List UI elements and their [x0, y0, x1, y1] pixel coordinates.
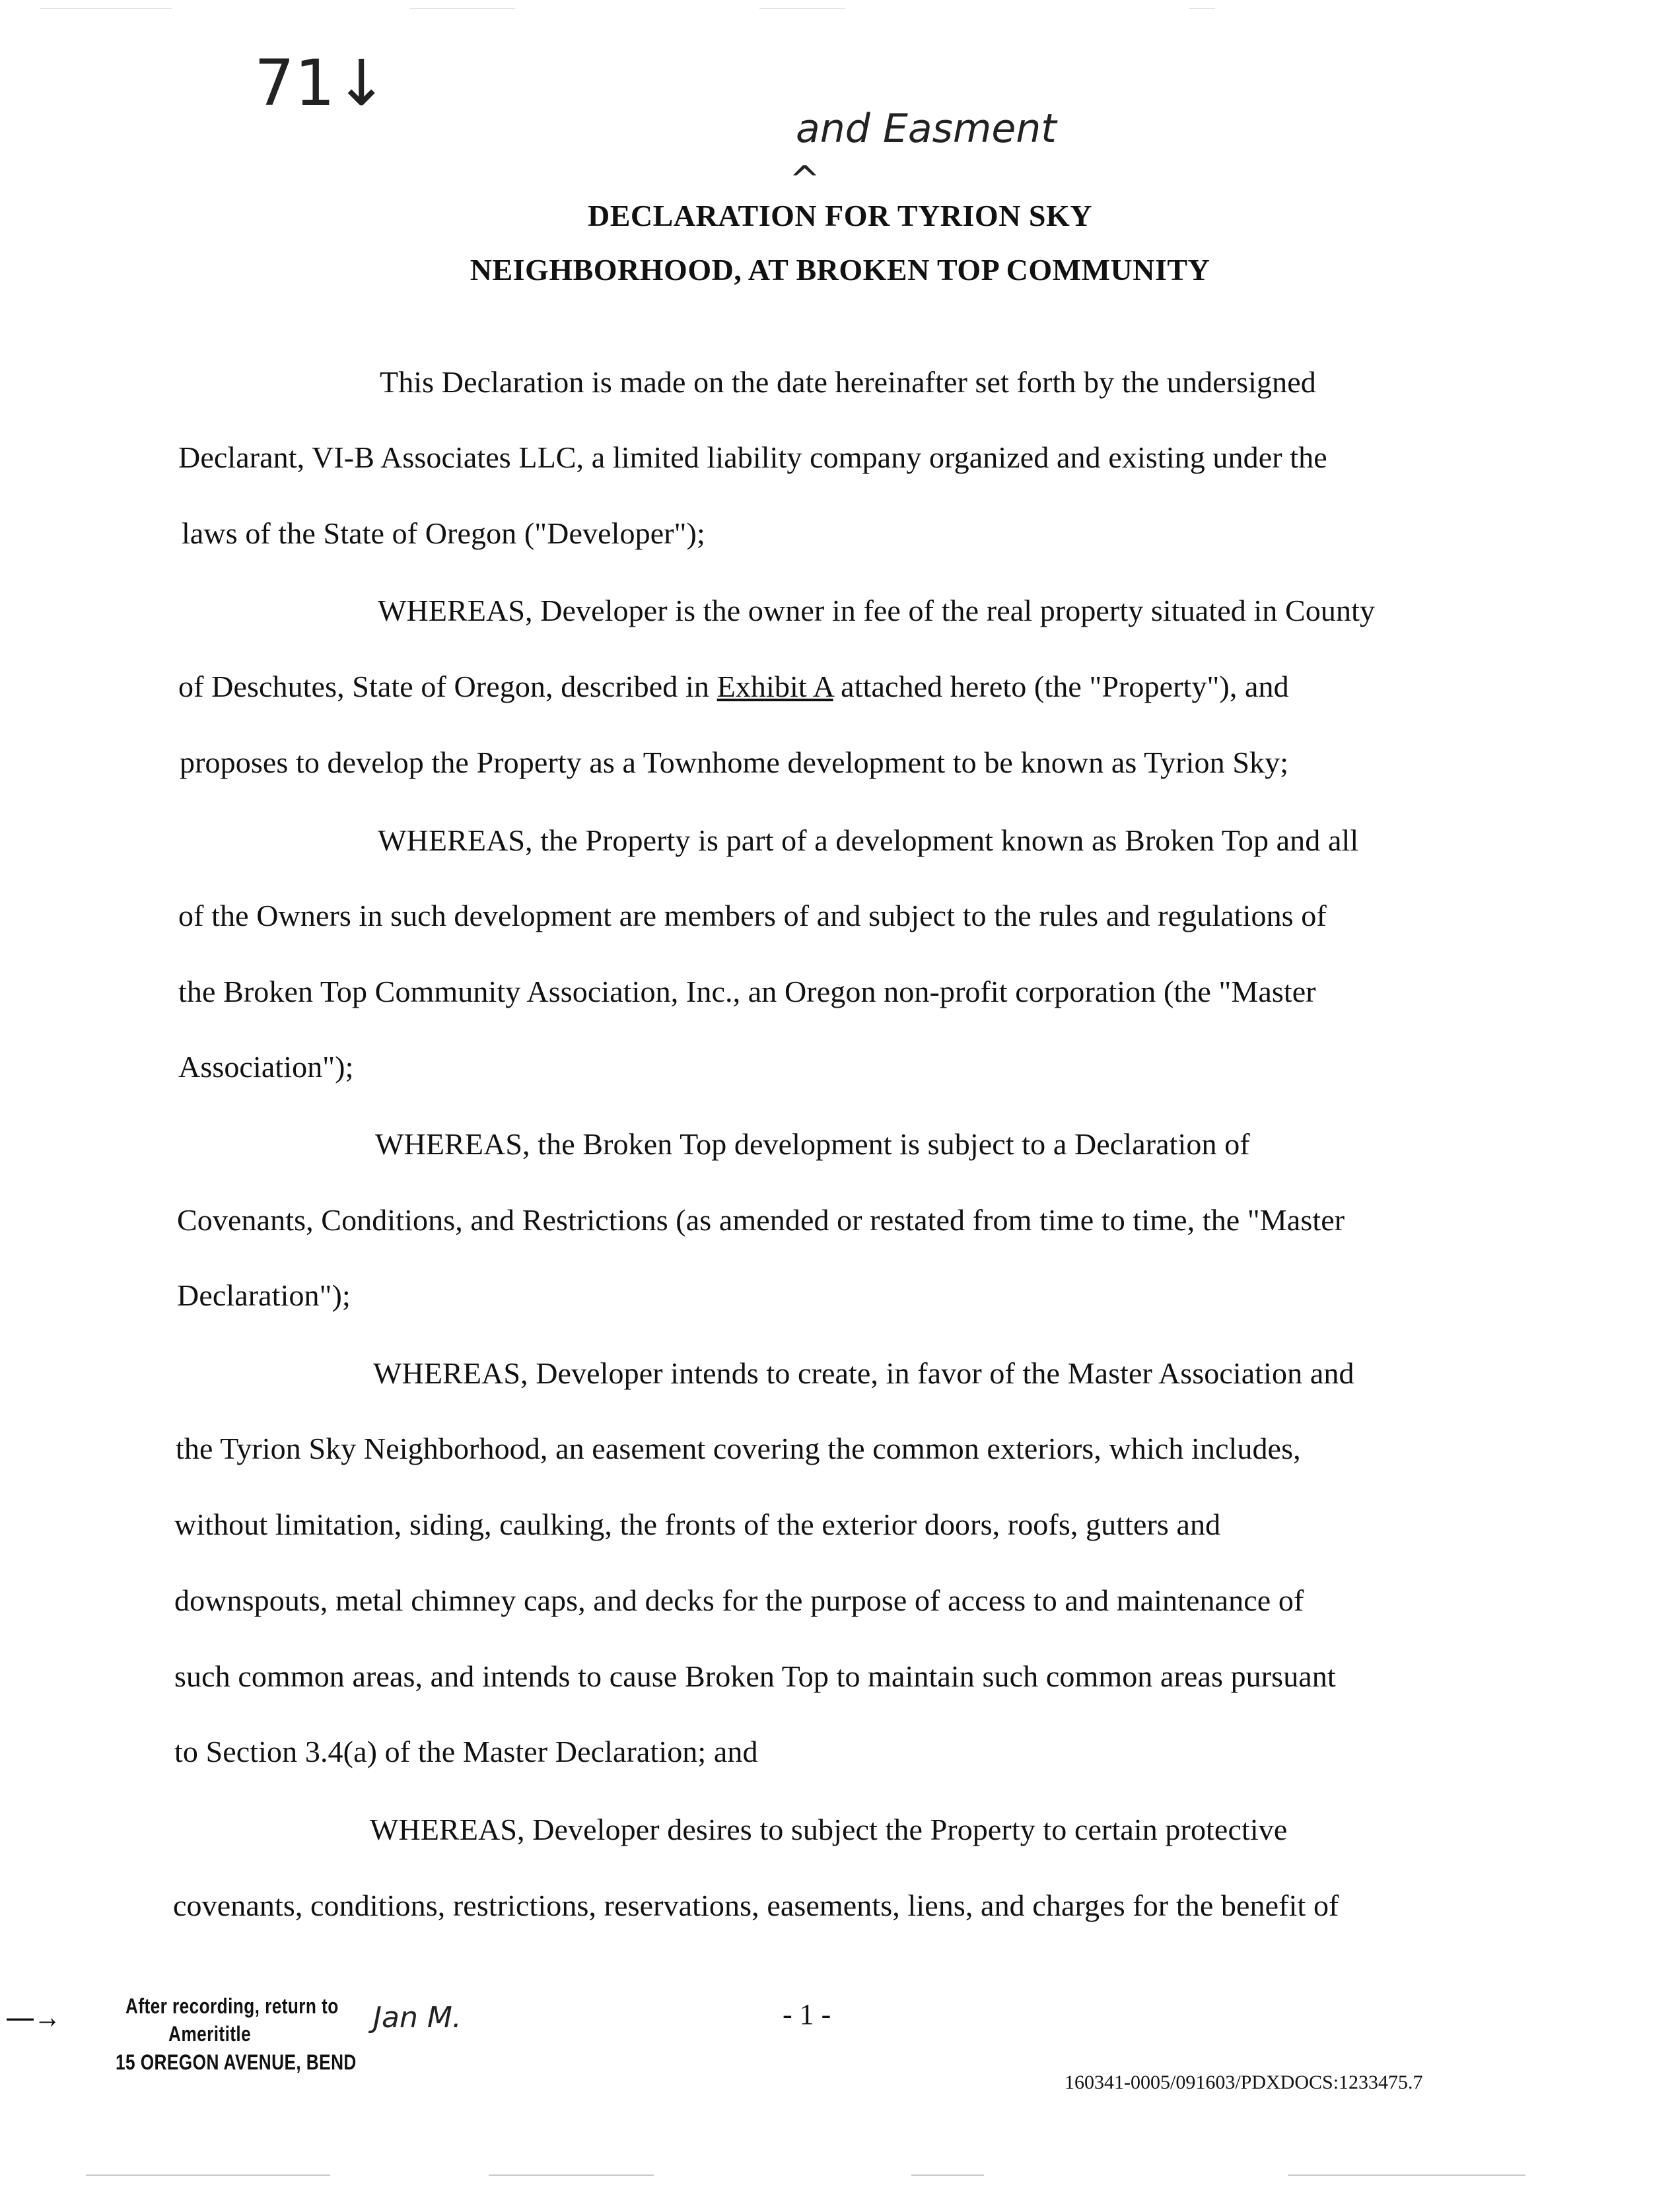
scan-edge-top	[409, 8, 515, 9]
exhibit-a-reference: Exhibit A	[717, 670, 833, 703]
recording-stamp-line-3: 15 OREGON AVENUE, BEND	[116, 2050, 357, 2074]
body-line: WHEREAS, Developer is the owner in fee of the real property situated in County	[378, 594, 1376, 627]
scan-edge-bottom	[1288, 2174, 1525, 2176]
body-line: Declaration");	[177, 1278, 351, 1312]
body-line: laws of the State of Oregon ("Developer");	[182, 516, 705, 550]
handwritten-margin-note: 71↓	[254, 46, 388, 120]
handwritten-insertion: and Easment	[796, 106, 1057, 152]
body-line: of the Owners in such development are members of and subject to the rules and regulations of	[178, 899, 1327, 932]
body-line: WHEREAS, Developer desires to subject the Property to certain protective	[370, 1813, 1288, 1846]
body-line: WHEREAS, Developer intends to create, in favor of the Master Association and	[373, 1356, 1354, 1390]
scan-edge-top	[40, 8, 172, 9]
body-line: the Tyrion Sky Neighborhood, an easement covering the common exteriors, which includes,	[176, 1432, 1301, 1465]
body-line: This Declaration is made on the date hereinafter set forth by the undersigned	[380, 365, 1316, 399]
body-line: Declarant, VI-B Associates LLC, a limited liability company organized and existing under the	[178, 440, 1327, 474]
declaration-title-line-1	[0, 198, 1680, 233]
body-line: without limitation, siding, caulking, the fronts of the exterior doors, roofs, gutters and	[174, 1508, 1221, 1541]
recording-arrow: —→	[7, 1998, 61, 2035]
body-line: Covenants, Conditions, and Restrictions (as amended or restated from time to time, the "Master	[177, 1203, 1345, 1237]
body-line: covenants, conditions, restrictions, reservations, easements, liens, and charges for the benefit of	[173, 1889, 1339, 1922]
page-number: - 1 -	[783, 1998, 831, 2031]
title-declaration: DECLARATION	[587, 199, 818, 232]
handwritten-caret: ^	[789, 158, 820, 201]
scan-edge-top	[759, 8, 845, 9]
scan-edge-top	[1189, 8, 1215, 9]
recording-stamp-line-1: After recording, return to	[125, 1994, 339, 2018]
scan-edge-bottom	[86, 2174, 330, 2176]
body-text: of Deschutes, State of Oregon, described in	[178, 670, 709, 703]
scan-edge-bottom	[911, 2174, 984, 2176]
document-reference: 160341-0005/091603/PDXDOCS:1233475.7	[1065, 2071, 1423, 2093]
body-line: to Section 3.4(a) of the Master Declaration; and	[174, 1735, 758, 1768]
scan-edge-bottom	[489, 2174, 654, 2176]
body-line: proposes to develop the Property as a Townhome development to be known as Tyrion Sky;	[180, 746, 1289, 779]
title-for-tyrion-sky: FOR TYRION SKY	[825, 199, 1092, 232]
body-line: WHEREAS, the Broken Top development is subject to a Declaration of	[375, 1127, 1250, 1161]
body-line	[178, 669, 1289, 704]
body-line: WHEREAS, the Property is part of a development known as Broken Top and all	[378, 823, 1359, 857]
body-text: attached hereto (the "Property"), and	[841, 670, 1289, 703]
body-line: the Broken Top Community Association, Inc., an Oregon non-profit corporation (the "Master	[178, 975, 1316, 1008]
body-line: downspouts, metal chimney caps, and decks for the purpose of access to and maintenance of	[174, 1583, 1304, 1617]
declaration-title-line-2: NEIGHBORHOOD, AT BROKEN TOP COMMUNITY	[470, 253, 1210, 287]
body-line: Association");	[178, 1050, 354, 1084]
handwritten-stamp-initials: Jan M.	[373, 2001, 462, 2034]
recording-stamp-line-2: Amerititle	[168, 2022, 252, 2046]
body-line: such common areas, and intends to cause Broken Top to maintain such common areas pursuant	[174, 1659, 1336, 1693]
